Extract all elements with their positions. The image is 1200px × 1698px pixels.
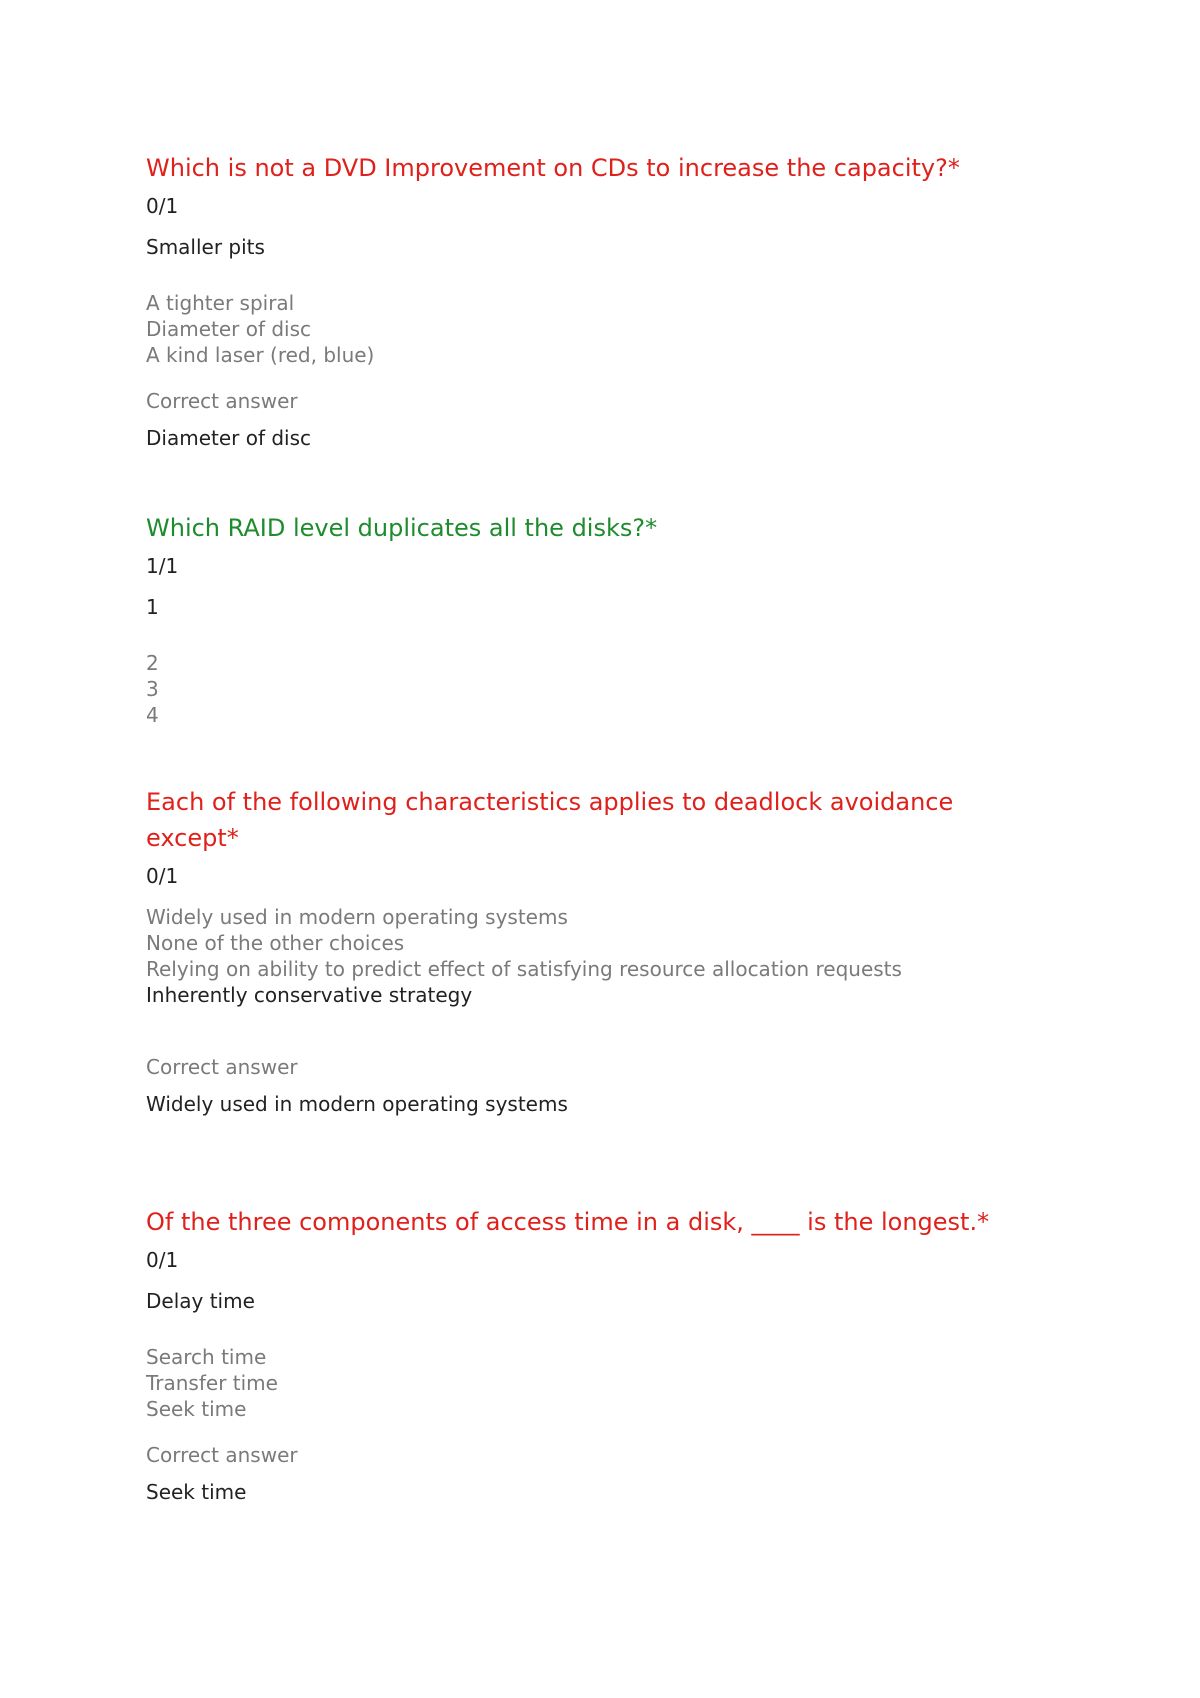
question-4 (146, 1204, 989, 1505)
question-score: 1/1 (146, 554, 179, 578)
option-item: Relying on ability to predict effect of satisfying resource allocation requests (146, 957, 902, 981)
correct-answer-label: Correct answer (146, 389, 298, 413)
option-item: Transfer time (146, 1371, 278, 1395)
correct-answer-label: Correct answer (146, 1443, 298, 1467)
option-item: Search time (146, 1345, 267, 1369)
selected-answer: Smaller pits (146, 235, 265, 259)
question-title: Each of the following characteristics applies to deadlock avoidance except* (146, 788, 954, 852)
question-1 (146, 150, 960, 451)
question-title: Of the three components of access time in a disk, ____ is the longest.* (146, 1208, 990, 1236)
option-list (146, 650, 657, 728)
option-list (146, 290, 960, 368)
question-2 (146, 510, 657, 728)
question-score: 0/1 (146, 1248, 179, 1272)
option-item: A tighter spiral (146, 291, 295, 315)
option-item: A kind laser (red, blue) (146, 343, 375, 367)
correct-answer-value: Widely used in modern operating systems (146, 1092, 568, 1116)
option-item: 2 (146, 651, 159, 675)
selected-answer: Inherently conservative strategy (146, 983, 473, 1007)
selected-answer: 1 (146, 595, 159, 619)
option-list (146, 904, 1026, 1008)
option-list (146, 1344, 989, 1422)
option-item: 3 (146, 677, 159, 701)
question-score: 0/1 (146, 194, 179, 218)
option-item: Widely used in modern operating systems (146, 905, 568, 929)
question-3 (146, 784, 1026, 1117)
option-item: Diameter of disc (146, 317, 312, 341)
option-item: 4 (146, 703, 159, 727)
question-score: 0/1 (146, 864, 179, 888)
selected-answer: Delay time (146, 1289, 255, 1313)
correct-answer-value: Diameter of disc (146, 426, 312, 450)
question-title: Which is not a DVD Improvement on CDs to increase the capacity?* (146, 154, 960, 182)
question-title: Which RAID level duplicates all the disks?* (146, 514, 658, 542)
correct-answer-value: Seek time (146, 1480, 247, 1504)
option-item: None of the other choices (146, 931, 405, 955)
correct-answer-label: Correct answer (146, 1055, 298, 1079)
option-item: Seek time (146, 1397, 247, 1421)
